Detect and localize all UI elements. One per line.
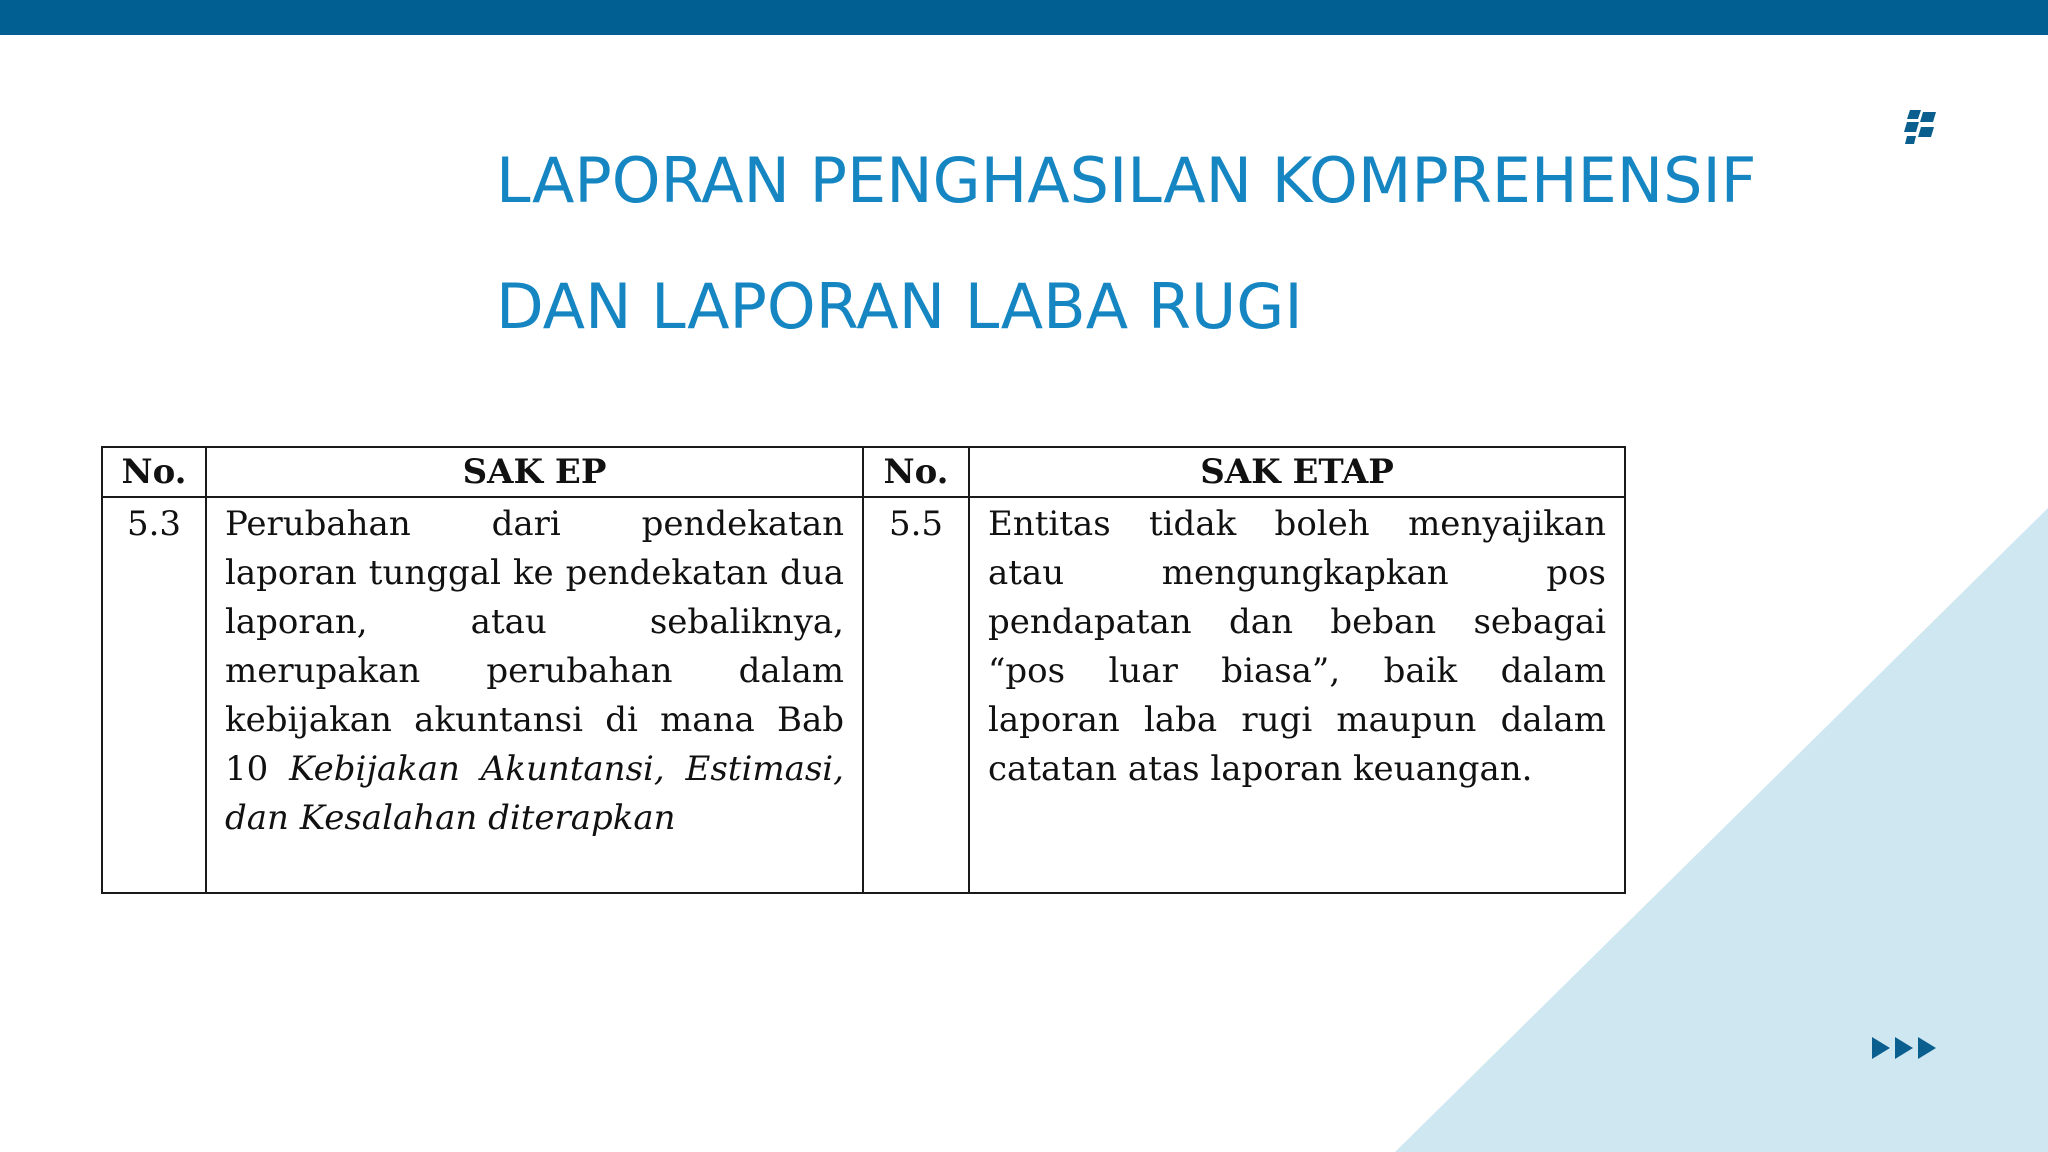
cell-text-ep-plain: Perubahan dari pendekatan laporan tunggal ke pendekatan dua laporan, atau sebaliknya, merupakan perubahan dalam kebijakan akuntansi di mana Bab 10: [225, 504, 844, 789]
cell-text-etap: Entitas tidak boleh menyajikan atau mengungkapkan pos pendapatan dan beban sebagai “pos luar biasa”, baik dalam laporan laba rugi maupun dalam catatan atas laporan keuangan.: [969, 497, 1625, 893]
cell-num-etap: 5.5: [863, 497, 969, 893]
header-no-etap: No.: [863, 447, 969, 497]
triple-arrow-right-icon[interactable]: [1870, 1034, 1940, 1062]
table-header-row: [102, 447, 1625, 497]
slide-title: [496, 118, 1896, 370]
header-no-ep: No.: [102, 447, 206, 497]
slide-title-line-1: LAPORAN PENGHASILAN KOMPREHENSIF: [496, 144, 1757, 217]
squares-logo-icon: [1904, 110, 1938, 146]
comparison-table: [101, 446, 1626, 894]
cell-num-ep: 5.3: [102, 497, 206, 893]
cell-text-ep: [206, 497, 863, 893]
slide-title-line-2: DAN LAPORAN LABA RUGI: [496, 270, 1303, 343]
cell-text-ep-italic: Kebijakan Akuntansi, Estimasi, dan Kesalahan diterapkan: [225, 749, 844, 838]
table-row: [102, 497, 1625, 893]
header-sak-ep: SAK EP: [206, 447, 863, 497]
header-sak-etap: SAK ETAP: [969, 447, 1625, 497]
